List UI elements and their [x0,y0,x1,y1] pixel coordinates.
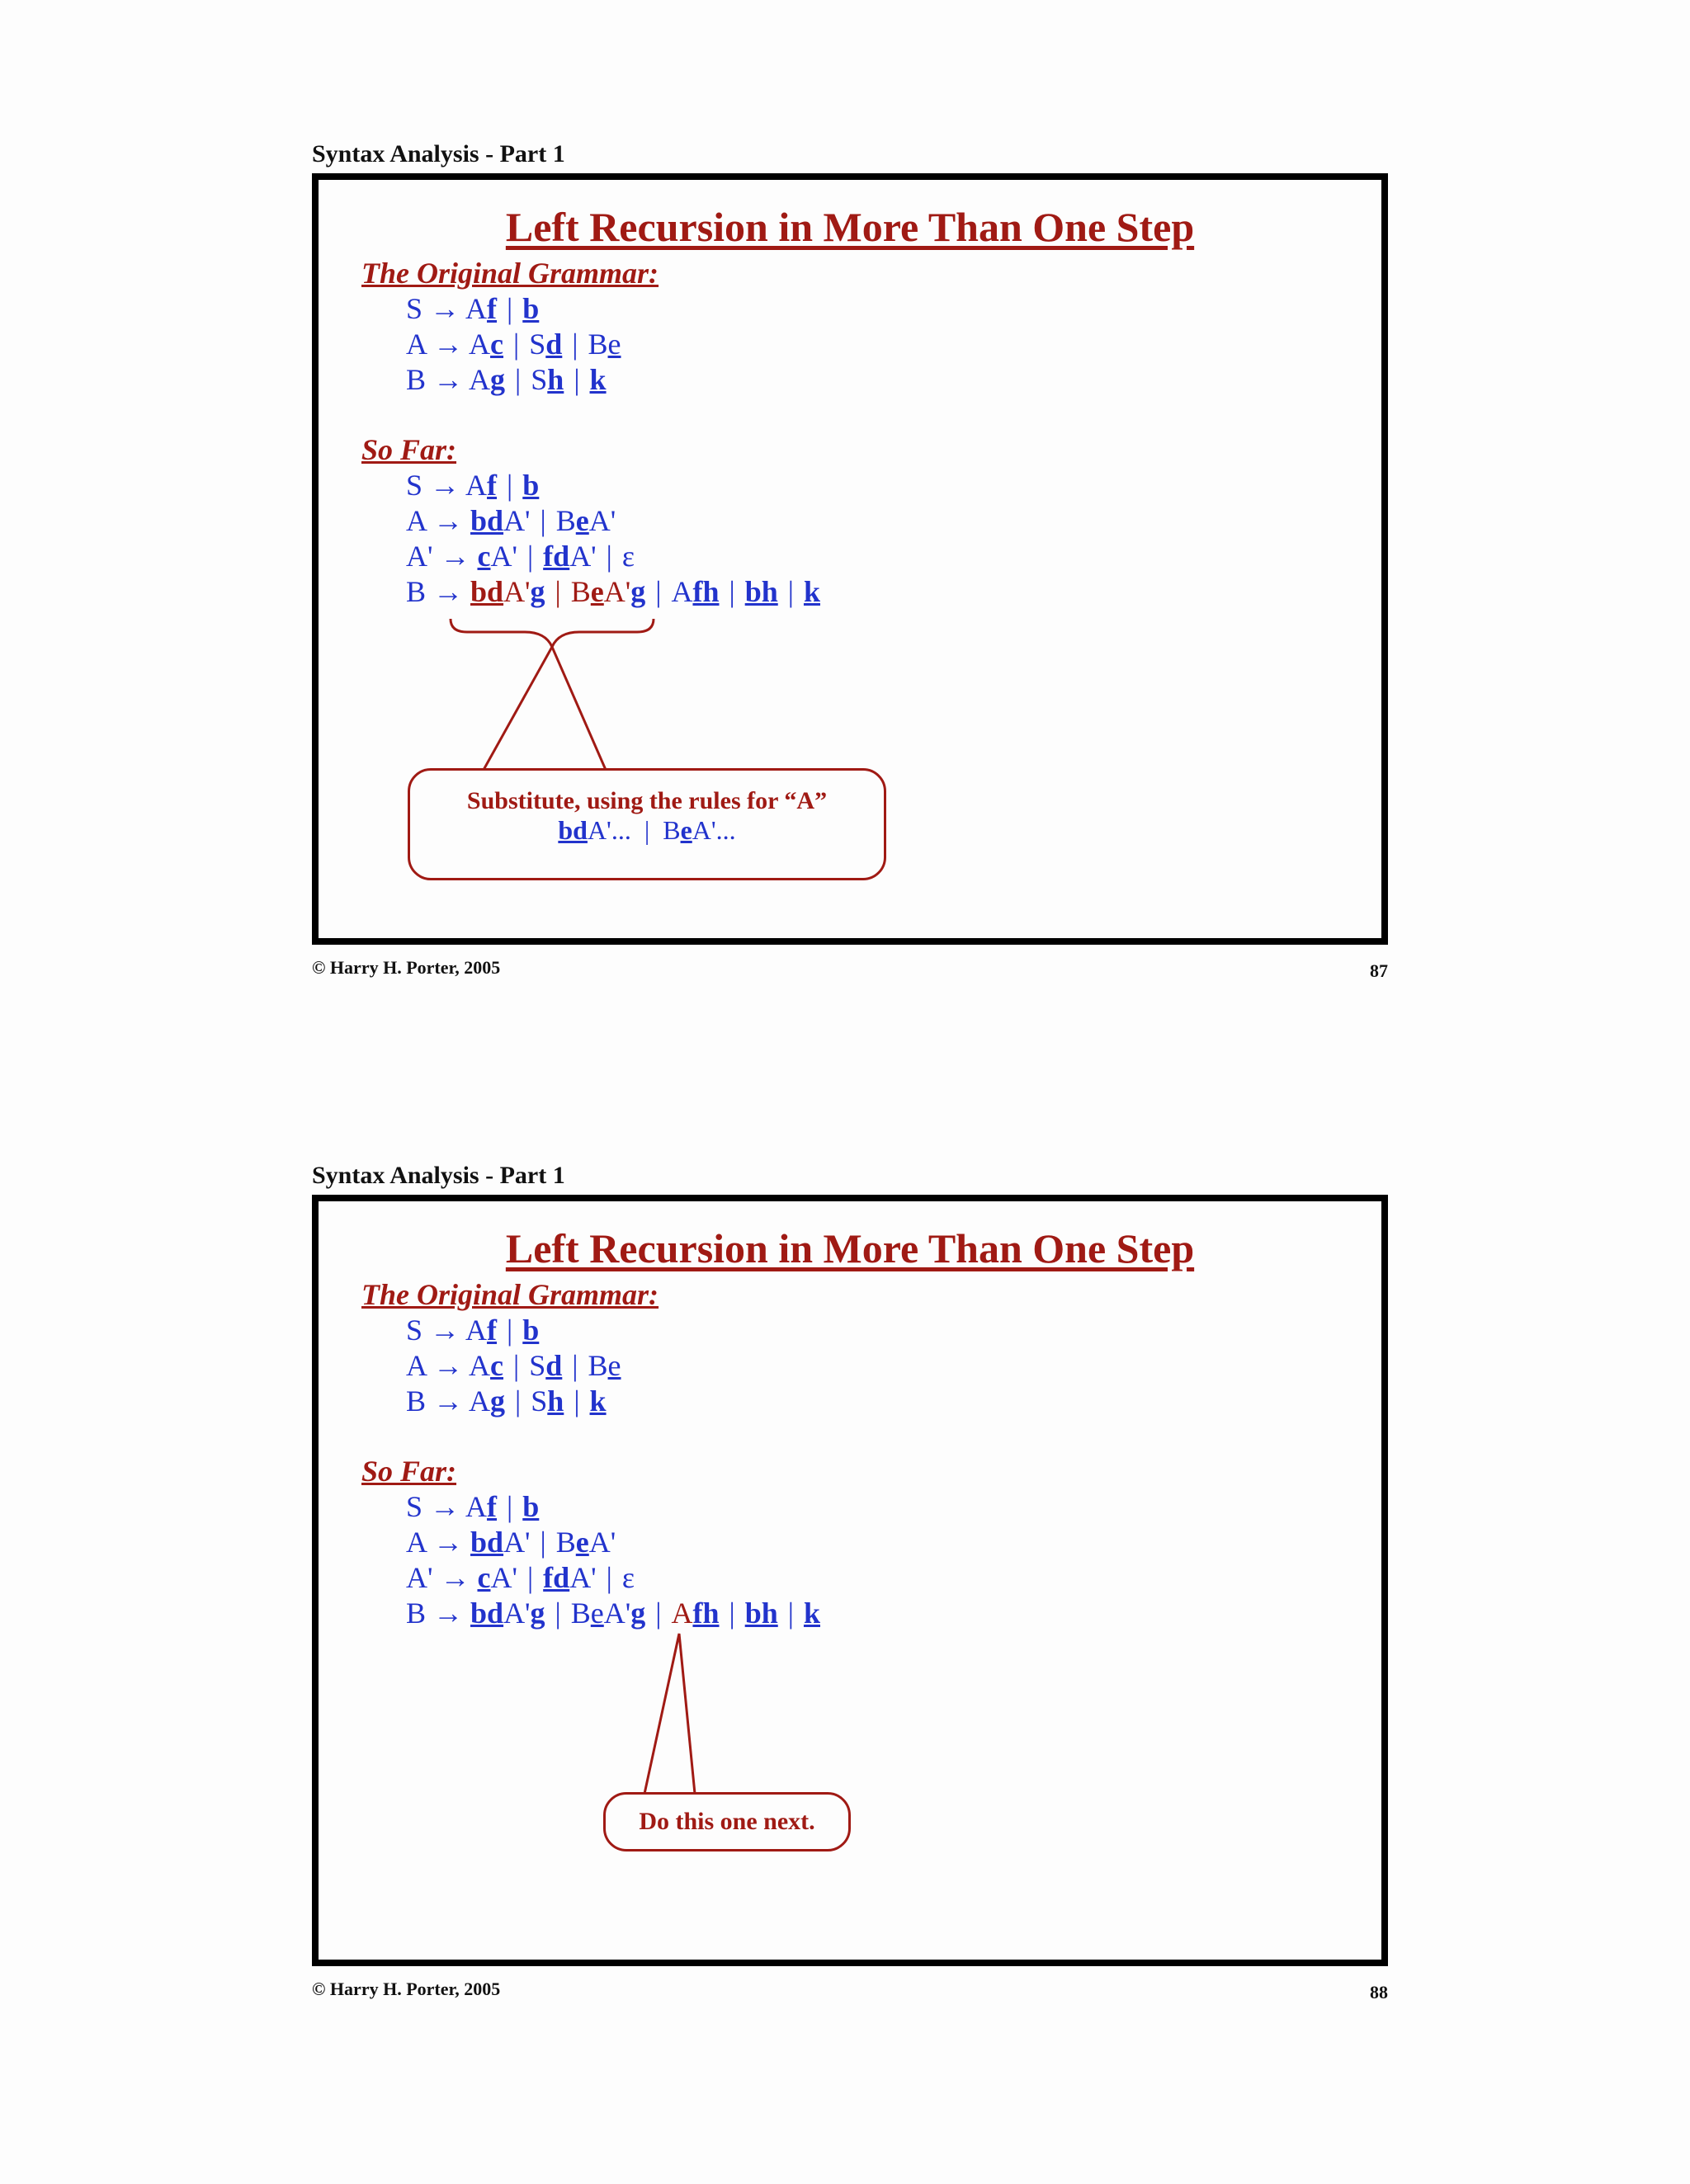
callout-text: Substitute, using the rules for “A” [466,787,828,814]
slide-title: Left Recursion in More Than One Step [505,1225,1195,1271]
callout-pointer [484,647,606,770]
callout-rule: bdA'... | BeA'... [558,815,736,845]
so-far-rule-a: A → bdA' | BeA' [406,1526,616,1559]
slide-header: Syntax Analysis - Part 1 [312,140,565,167]
slide-frame [312,173,1388,945]
curly-brace [451,619,654,647]
callout-pointer [644,1634,695,1794]
original-grammar-label: The Original Grammar: [361,1278,659,1311]
original-rule-b: B → Ag | Sh | k [406,363,607,396]
so-far-rule-s: S → Af | b [406,469,540,502]
slide-header: Syntax Analysis - Part 1 [312,1162,565,1189]
copyright: © Harry H. Porter, 2005 [312,1979,501,1999]
so-far-rule-b: B → bdA'g | BeA'g | Afh | bh | k [406,575,820,608]
original-rule-s: S → Af | b [406,292,540,325]
original-rule-a: A → Ac | Sd | Be [406,1349,621,1382]
so-far-label: So Far: [361,1455,457,1488]
so-far-rule-b: B → bdA'g | BeA'g | Afh | bh | k [406,1597,820,1630]
callout-do-next [603,1792,851,1851]
pointer-graphic [319,1201,1395,1973]
so-far-label: So Far: [361,433,457,466]
page-number: 88 [1370,1982,1388,2002]
page-number: 87 [1370,960,1388,981]
original-rule-s: S → Af | b [406,1314,540,1347]
original-rule-a: A → Ac | Sd | Be [406,328,621,361]
so-far-rule-s: S → Af | b [406,1490,540,1523]
original-grammar-label: The Original Grammar: [361,257,659,290]
slide-title: Left Recursion in More Than One Step [505,204,1195,250]
original-rule-b: B → Ag | Sh | k [406,1384,607,1417]
copyright: © Harry H. Porter, 2005 [312,957,501,978]
so-far-rule-aprime: A' → cA' | fdA' | ε [406,1561,635,1594]
callout-text: Do this one next. [639,1808,815,1835]
so-far-rule-a: A → bdA' | BeA' [406,504,616,537]
slide-frame [312,1195,1388,1966]
so-far-rule-aprime: A' → cA' | fdA' | ε [406,540,635,573]
callout-substitute [408,768,886,880]
